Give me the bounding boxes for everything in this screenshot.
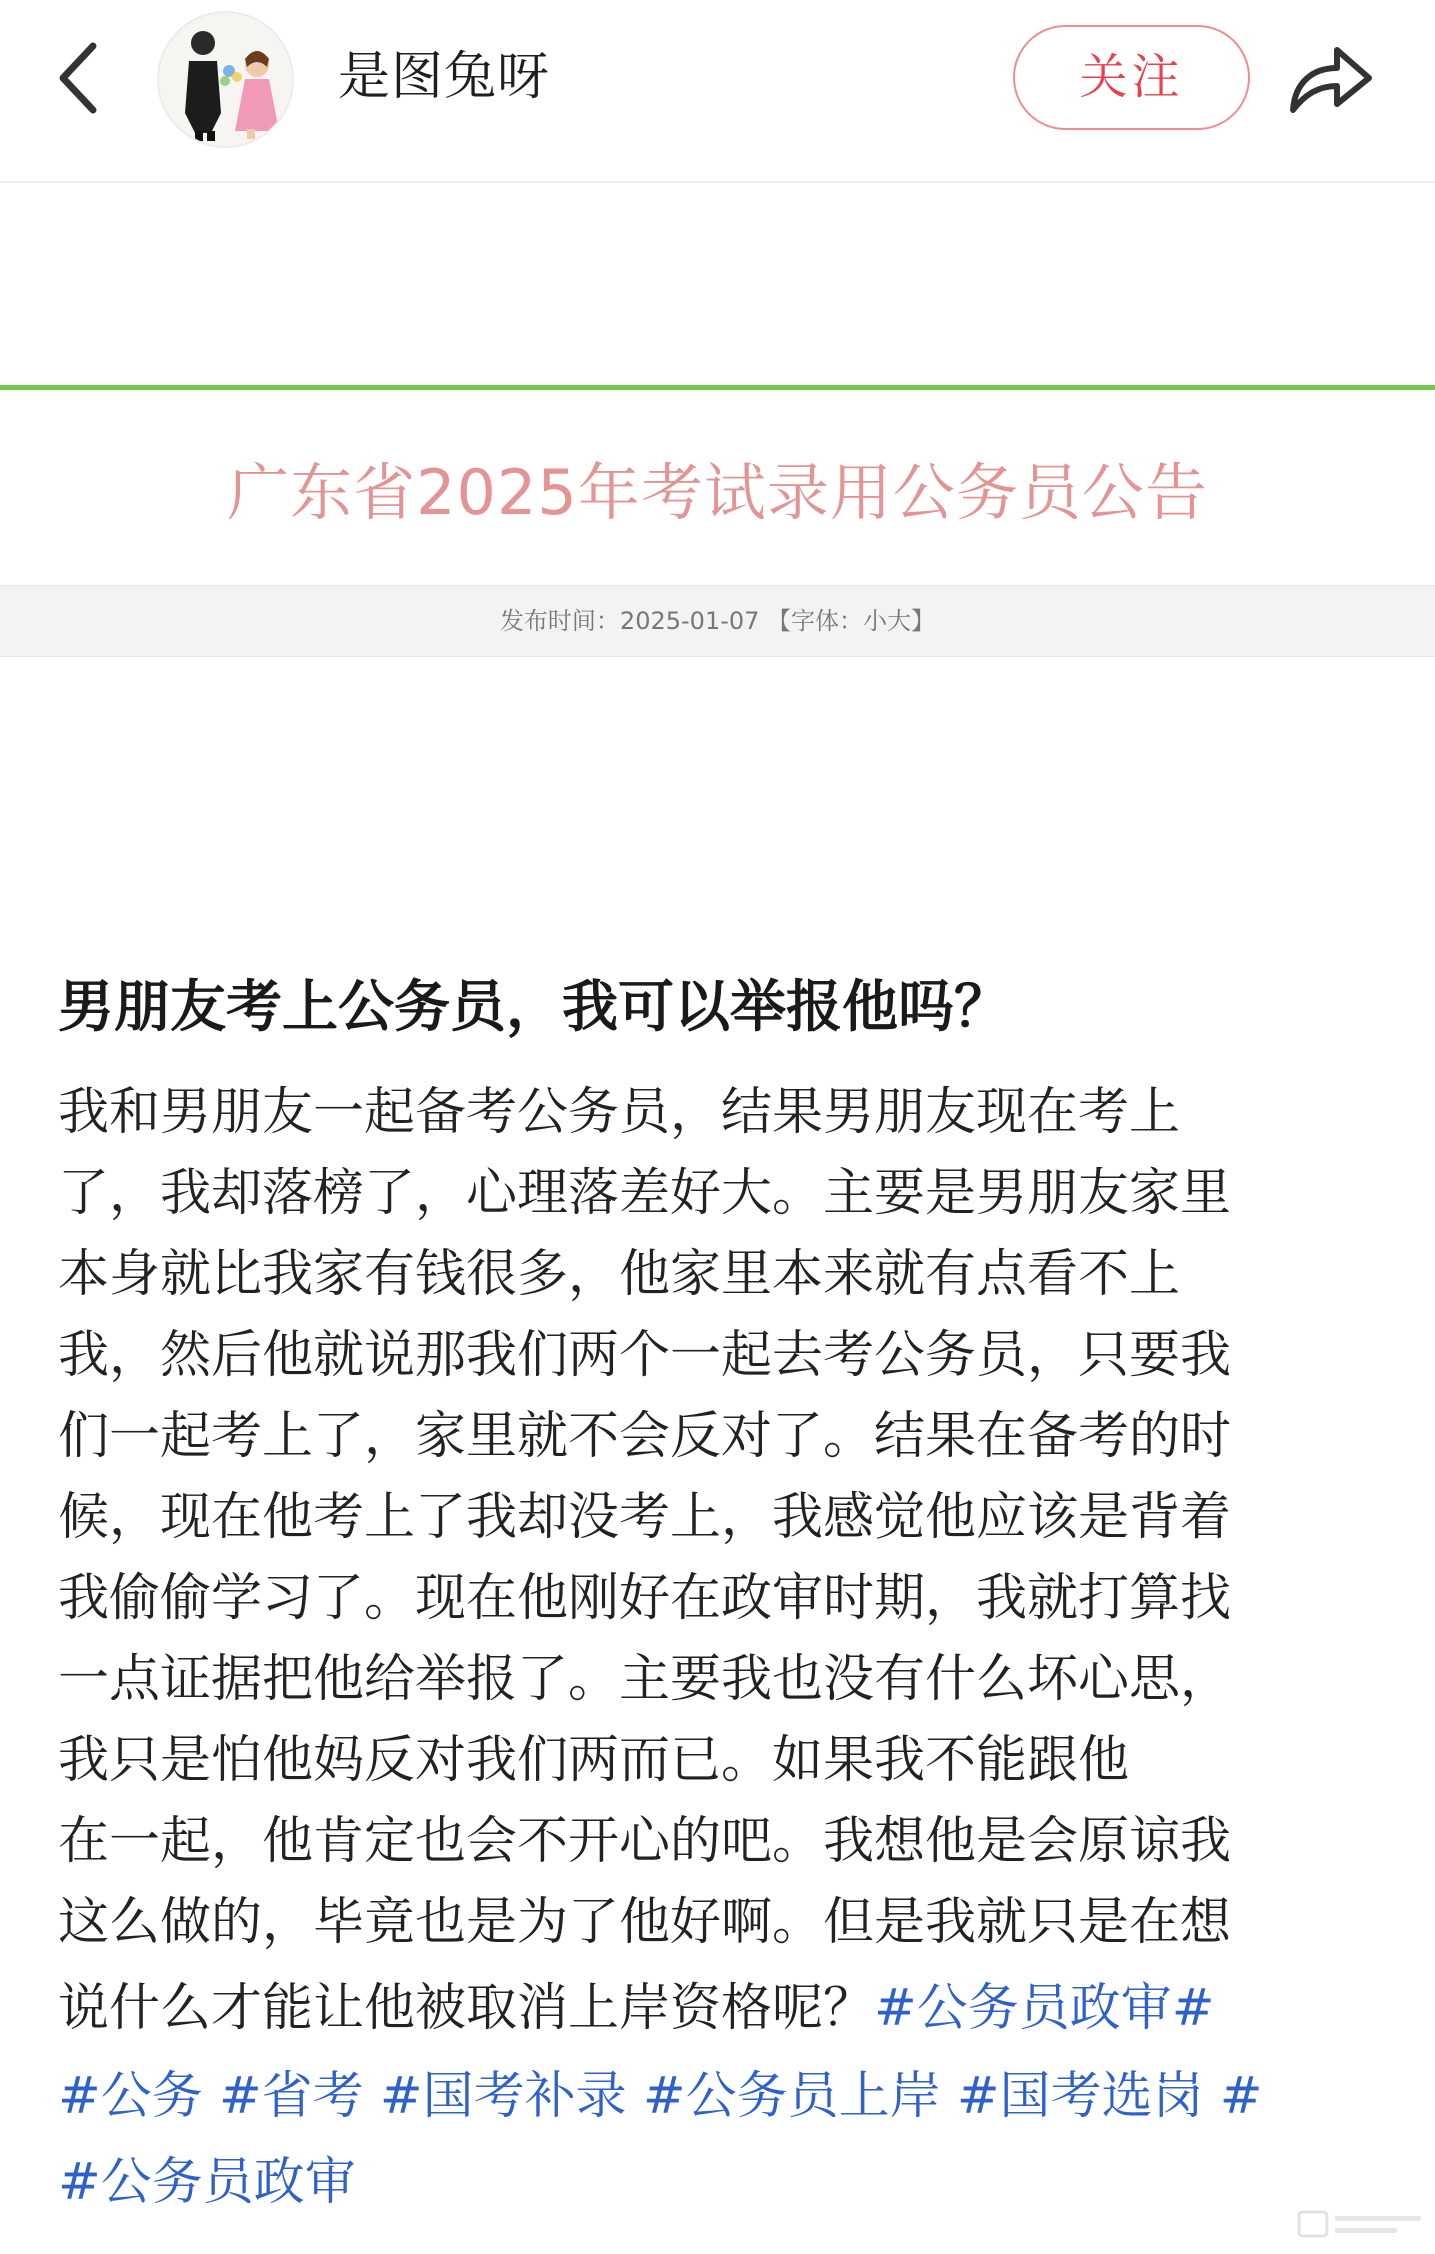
watermark-icon	[1295, 2202, 1425, 2246]
topic-tag[interactable]: #公务员政审	[874, 1979, 1172, 2038]
topic-tag[interactable]: #公务员上岸	[642, 2067, 941, 2126]
body-line: 在一起，他肯定也会不开心的吧。我想他是会原谅我	[58, 1812, 1232, 1871]
topic-tag-hash[interactable]: #	[1171, 1979, 1215, 2038]
topic-tag[interactable]: #公务	[58, 2067, 203, 2126]
body-line: 们一起考上了，家里就不会反对了。结果在备考的时	[58, 1407, 1232, 1466]
body-line: 本身就比我家有钱很多，他家里本来就有点看不上	[58, 1245, 1181, 1304]
share-button[interactable]	[1282, 34, 1378, 122]
body-line-with-topic	[58, 1963, 1388, 2054]
chevron-left-icon	[53, 38, 103, 118]
body-line: 候，现在他考上了我却没考上，我感觉他应该是背着	[58, 1488, 1232, 1547]
author-avatar[interactable]	[157, 11, 294, 148]
body-line: 一点证据把他给举报了。主要我也没有什么坏心思，	[58, 1650, 1232, 1709]
post-body	[58, 1072, 1388, 2226]
notice-title: 广东省2025年考试录用公务员公告	[227, 456, 1208, 529]
avatar-illustration-icon	[159, 13, 292, 146]
body-line: 我和男朋友一起备考公务员，结果男朋友现在考上	[58, 1083, 1181, 1142]
body-line: 我只是怕他妈反对我们两而已。如果我不能跟他	[58, 1731, 1130, 1790]
body-line: 了，我却落榜了，心理落差好大。主要是男朋友家里	[58, 1164, 1232, 1223]
topic-line	[58, 2054, 1388, 2140]
follow-button[interactable]: 关注	[1013, 25, 1250, 130]
post-title: 男朋友考上公务员，我可以举报他吗？	[58, 975, 1010, 1040]
topic-tag[interactable]: #省考	[218, 2067, 364, 2126]
body-line: 我偷偷学习了。现在他刚好在政审时期，我就打算找	[58, 1569, 1232, 1628]
topic-tag[interactable]: #国考补录	[379, 2067, 627, 2126]
notice-blank-area	[0, 185, 1435, 385]
top-bar	[0, 0, 1435, 183]
share-arrow-icon	[1285, 38, 1375, 118]
topic-tag-hash[interactable]: #	[1219, 2067, 1263, 2126]
topic-line	[58, 2140, 1388, 2226]
body-text: 说什么才能让他被取消上岸资格呢？	[58, 1979, 875, 2038]
body-line: 我，然后他就说那我们两个一起去考公务员，只要我	[58, 1326, 1232, 1385]
topic-tag[interactable]: #公务员政审	[58, 2153, 356, 2212]
topic-tag[interactable]: #国考选岗	[956, 2067, 1204, 2126]
back-button[interactable]	[38, 38, 118, 118]
notice-divider	[0, 385, 1435, 390]
watermark-mark	[1295, 2202, 1425, 2246]
body-line: 这么做的，毕竟也是为了他好啊。但是我就只是在想	[58, 1893, 1232, 1952]
publish-info-bar: 发布时间：2025-01-07 【字体：小大】	[0, 585, 1435, 657]
author-name[interactable]: 是图兔呀	[338, 47, 551, 107]
